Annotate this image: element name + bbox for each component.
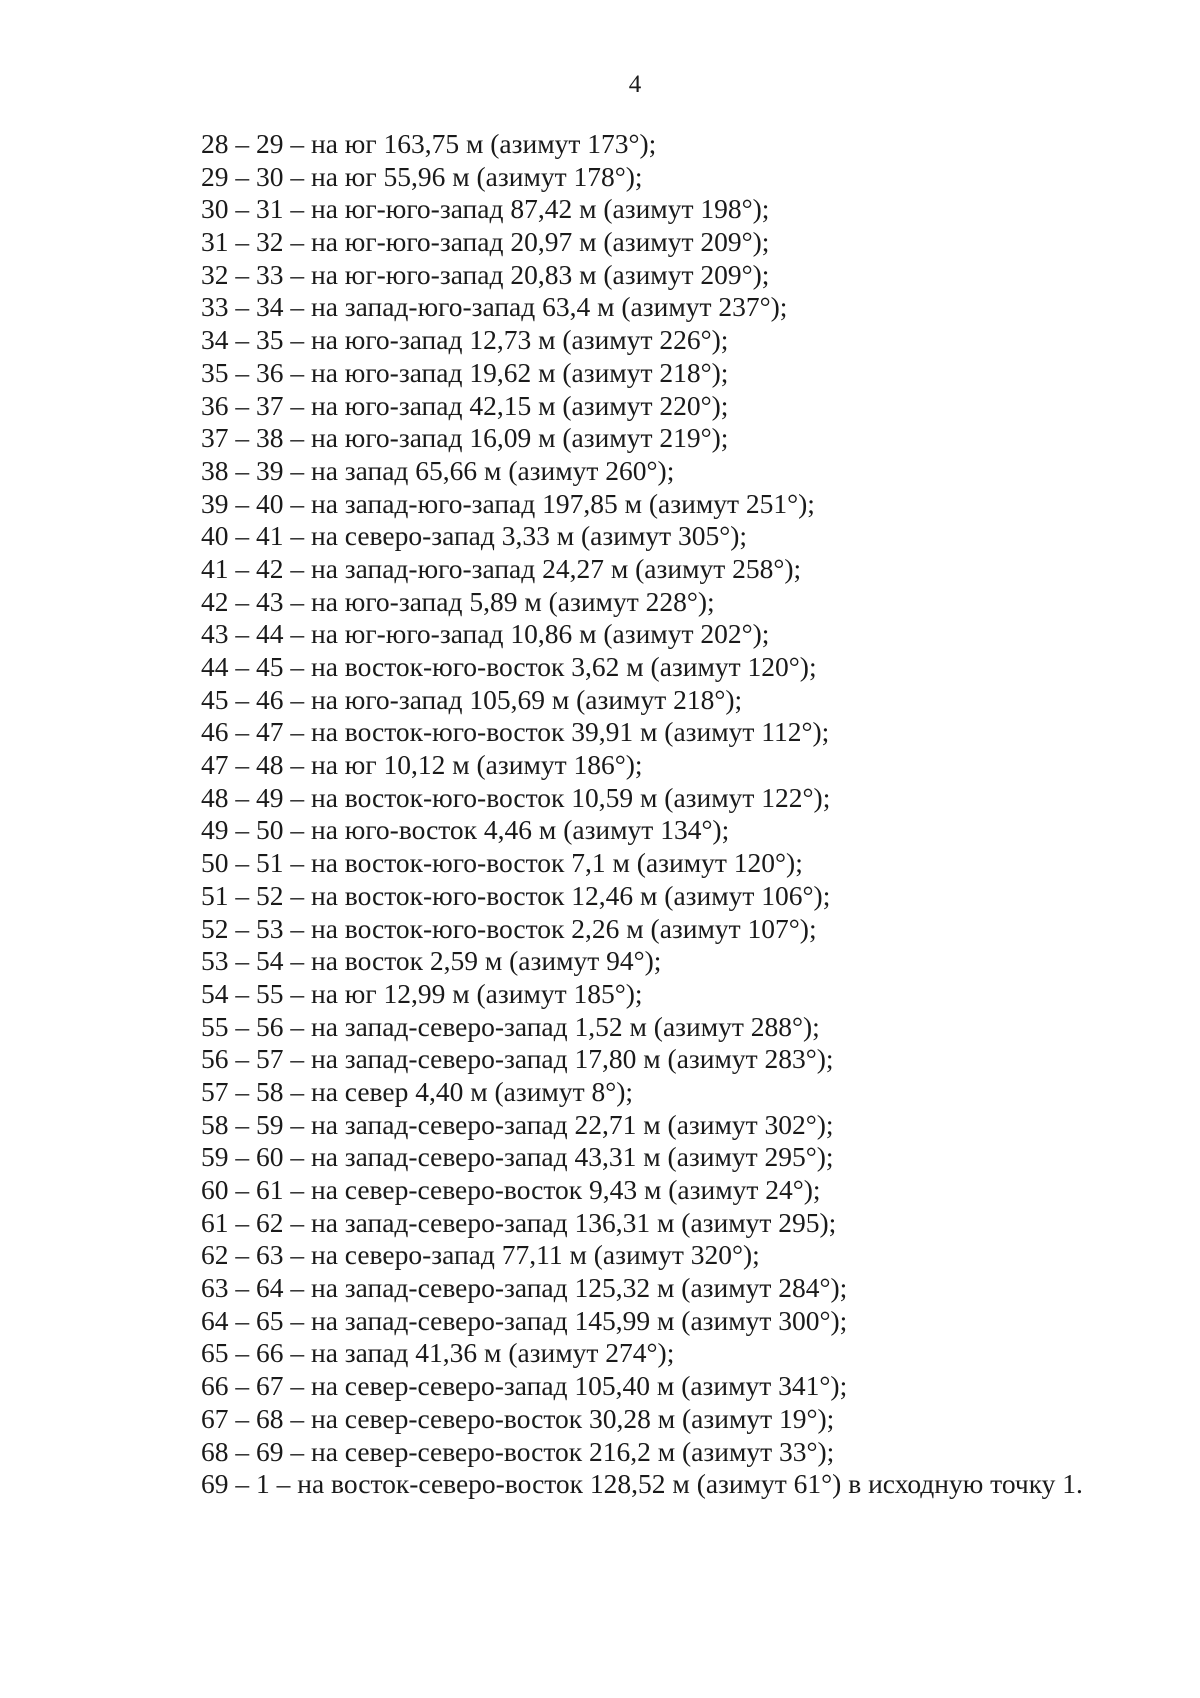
boundary-segment-line: 67 – 68 – на север-северо-восток 30,28 м (азимут 19°);: [201, 1402, 835, 1434]
boundary-segment-line: 55 – 56 – на запад-северо-запад 1,52 м (азимут 288°);: [201, 1010, 820, 1042]
boundary-segment-line: 29 – 30 – на юг 55,96 м (азимут 178°);: [201, 160, 643, 192]
boundary-segment-line: 33 – 34 – на запад-юго-запад 63,4 м (азимут 237°);: [201, 291, 788, 323]
boundary-segment-line: 52 – 53 – на восток-юго-восток 2,26 м (азимут 107°);: [201, 912, 817, 944]
page-number: 4: [628, 71, 642, 98]
boundary-segment-line: 46 – 47 – на восток-юго-восток 39,91 м (азимут 112°);: [201, 716, 830, 748]
boundary-segment-line: 48 – 49 – на восток-юго-восток 10,59 м (азимут 122°);: [201, 781, 831, 813]
boundary-segment-line: 42 – 43 – на юго-запад 5,89 м (азимут 228°);: [201, 585, 715, 617]
boundary-segment-line: 59 – 60 – на запад-северо-запад 43,31 м (азимут 295°);: [201, 1141, 834, 1173]
boundary-segment-line: 35 – 36 – на юго-запад 19,62 м (азимут 218°);: [201, 356, 729, 388]
boundary-segment-line: 28 – 29 – на юг 163,75 м (азимут 173°);: [201, 128, 657, 159]
boundary-segment-line: 38 – 39 – на запад 65,66 м (азимут 260°);: [201, 454, 675, 486]
boundary-segment-line: 50 – 51 – на восток-юго-восток 7,1 м (азимут 120°);: [201, 847, 803, 879]
boundary-segment-line: 62 – 63 – на северо-запад 77,11 м (азимут 320°);: [201, 1239, 760, 1271]
boundary-segment-line: 34 – 35 – на юго-запад 12,73 м (азимут 226°);: [201, 324, 729, 356]
boundary-segment-line: 30 – 31 – на юг-юго-запад 87,42 м (азимут 198°);: [201, 193, 770, 225]
boundary-segment-line: 56 – 57 – на запад-северо-запад 17,80 м (азимут 283°);: [201, 1043, 834, 1075]
boundary-segment-line: 40 – 41 – на северо-запад 3,33 м (азимут 305°);: [201, 520, 748, 552]
boundary-segment-line: 43 – 44 – на юг-юго-запад 10,86 м (азимут 202°);: [201, 618, 770, 650]
boundary-segment-line: 68 – 69 – на север-северо-восток 216,2 м (азимут 33°);: [201, 1435, 835, 1467]
boundary-segment-line: 58 – 59 – на запад-северо-запад 22,71 м (азимут 302°);: [201, 1108, 834, 1140]
boundary-segment-line: 63 – 64 – на запад-северо-запад 125,32 м (азимут 284°);: [201, 1272, 848, 1304]
boundary-description-list: [201, 128, 1083, 1501]
boundary-segment-line: 37 – 38 – на юго-запад 16,09 м (азимут 219°);: [201, 422, 729, 454]
boundary-segment-line: 65 – 66 – на запад 41,36 м (азимут 274°);: [201, 1337, 675, 1369]
boundary-segment-line: 61 – 62 – на запад-северо-запад 136,31 м (азимут 295);: [201, 1206, 837, 1238]
boundary-segment-line: 39 – 40 – на запад-юго-запад 197,85 м (азимут 251°);: [201, 487, 815, 519]
boundary-segment-line: 45 – 46 – на юго-запад 105,69 м (азимут 218°);: [201, 683, 743, 715]
boundary-segment-line: 41 – 42 – на запад-юго-запад 24,27 м (азимут 258°);: [201, 552, 802, 584]
boundary-segment-line: 32 – 33 – на юг-юго-запад 20,83 м (азимут 209°);: [201, 258, 770, 290]
boundary-segment-line: 53 – 54 – на восток 2,59 м (азимут 94°);: [201, 945, 662, 977]
boundary-segment-line: 64 – 65 – на запад-северо-запад 145,99 м (азимут 300°);: [201, 1304, 848, 1336]
boundary-segment-line: 57 – 58 – на север 4,40 м (азимут 8°);: [201, 1075, 634, 1107]
boundary-segment-line: 31 – 32 – на юг-юго-запад 20,97 м (азимут 209°);: [201, 226, 770, 258]
boundary-segment-line: 49 – 50 – на юго-восток 4,46 м (азимут 134°);: [201, 814, 730, 846]
boundary-segment-line: 36 – 37 – на юго-запад 42,15 м (азимут 220°);: [201, 389, 729, 421]
boundary-segment-line: 54 – 55 – на юг 12,99 м (азимут 185°);: [201, 977, 643, 1009]
boundary-segment-line: 51 – 52 – на восток-юго-восток 12,46 м (азимут 106°);: [201, 879, 831, 911]
boundary-segment-line: 47 – 48 – на юг 10,12 м (азимут 186°);: [201, 749, 643, 781]
boundary-segment-line: 60 – 61 – на север-северо-восток 9,43 м (азимут 24°);: [201, 1174, 821, 1205]
boundary-segment-line: 66 – 67 – на север-северо-запад 105,40 м (азимут 341°);: [201, 1370, 848, 1402]
boundary-segment-line: 44 – 45 – на восток-юго-восток 3,62 м (азимут 120°);: [201, 651, 817, 682]
boundary-segment-line: 69 – 1 – на восток-северо-восток 128,52 м (азимут 61°) в исходную точку 1.: [201, 1468, 1083, 1500]
